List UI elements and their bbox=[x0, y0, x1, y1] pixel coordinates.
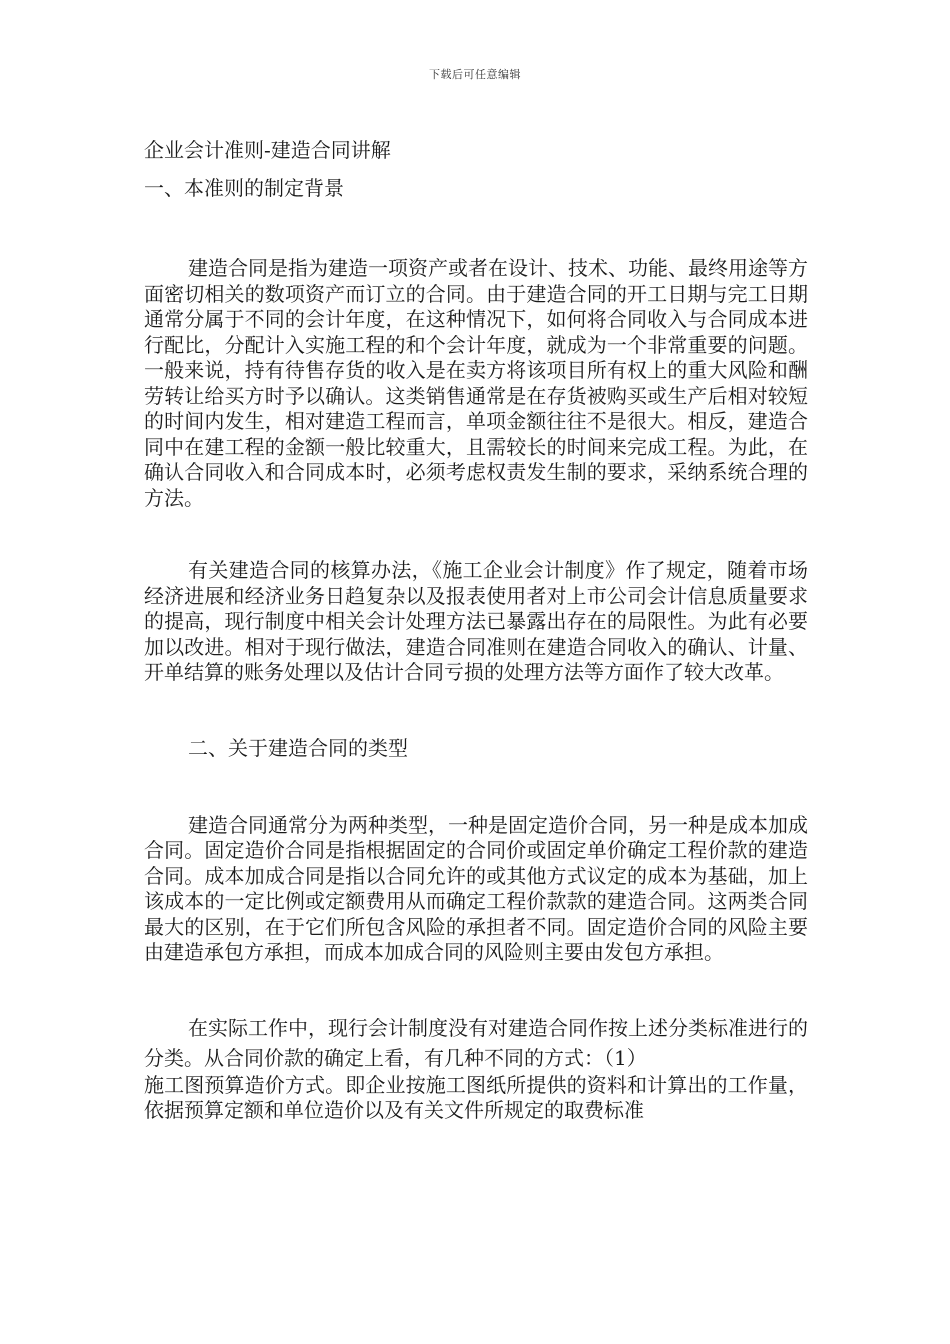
spacer bbox=[144, 511, 808, 558]
spacer bbox=[144, 686, 808, 733]
spacer bbox=[144, 966, 808, 1013]
paragraph-construction-drawing-budget: 施工图预算造价方式。即企业按施工图纸所提供的资料和计算出的工作量，依据预算定额和单位造价以及有关文件所规定的取费标准 bbox=[144, 1072, 808, 1122]
section-heading-background: 一、本准则的制定背景 bbox=[144, 176, 344, 200]
page-header-note: 下载后可任意编辑 bbox=[429, 68, 521, 81]
section-heading-contract-types: 二、关于建造合同的类型 bbox=[188, 735, 408, 760]
document-body bbox=[144, 135, 808, 1124]
spacer bbox=[144, 203, 808, 256]
paragraph-contract-types: 建造合同通常分为两种类型，一种是固定造价合同，另一种是成本加成合同。固定造价合同是指根据固定的合同价或固定单价确定工程价款的建造合同。成本加成合同是指以合同允许的或其他方式议定的成本为基础，加上该成本的一定比例或定额费用从而确定工程价款款的建造合同。这两类合同最大的区别，在于它们所包含风险的承担者不同。固定造价合同的风险主要由建造承包方承担，而成本加成合同的风险则主要由发包方承担。 bbox=[144, 812, 808, 964]
paragraph-practical-work: 在实际工作中，现行会计制度没有对建造合同作按上述分类标准进行的分类。从合同价款的确定上看，有几种不同的方式：（1） bbox=[144, 1015, 808, 1070]
spacer bbox=[144, 763, 808, 813]
paragraph-current-practice: 有关建造合同的核算办法，《施工企业会计制度》作了规定，随着市场经济进展和经济业务日趋复杂以及报表使用者对上市公司会计信息质量要求的提高，现行制度中相关会计处理方法已暴露出存在的局限性。为此有必要加以改进。相对于现行做法，建造合同准则在建造合同收入的确认、计量、开单结算的账务处理以及估计合同亏损的处理方法等方面作了较大改革。 bbox=[144, 558, 808, 684]
document-title: 企业会计准则-建造合同讲解 bbox=[144, 138, 391, 162]
paragraph-definition: 建造合同是指为建造一项资产或者在设计、技术、功能、最终用途等方面密切相关的数项资产而订立的合同。由于建造合同的开工日期与完工日期通常分属于不同的会计年度，在这种情况下，如何将合同收入与合同成本进行配比，分配计入实施工程的和个会计年度，就成为一个非常重要的问题。一般来说，持有待售存货的收入是在卖方将该项目所有权上的重大风险和酬劳转让给买方时予以确认。这类销售通常是在存货被购买或生产后相对较短的时间内发生，相对建造工程而言，单项金额往往不是很大。相反，建造合同中在建工程的金额一般比较重大，且需较长的时间来完成工程。为此，在确认合同收入和合同成本时，必须考虑权责发生制的要求，采纳系统合理的方法。 bbox=[144, 256, 808, 510]
